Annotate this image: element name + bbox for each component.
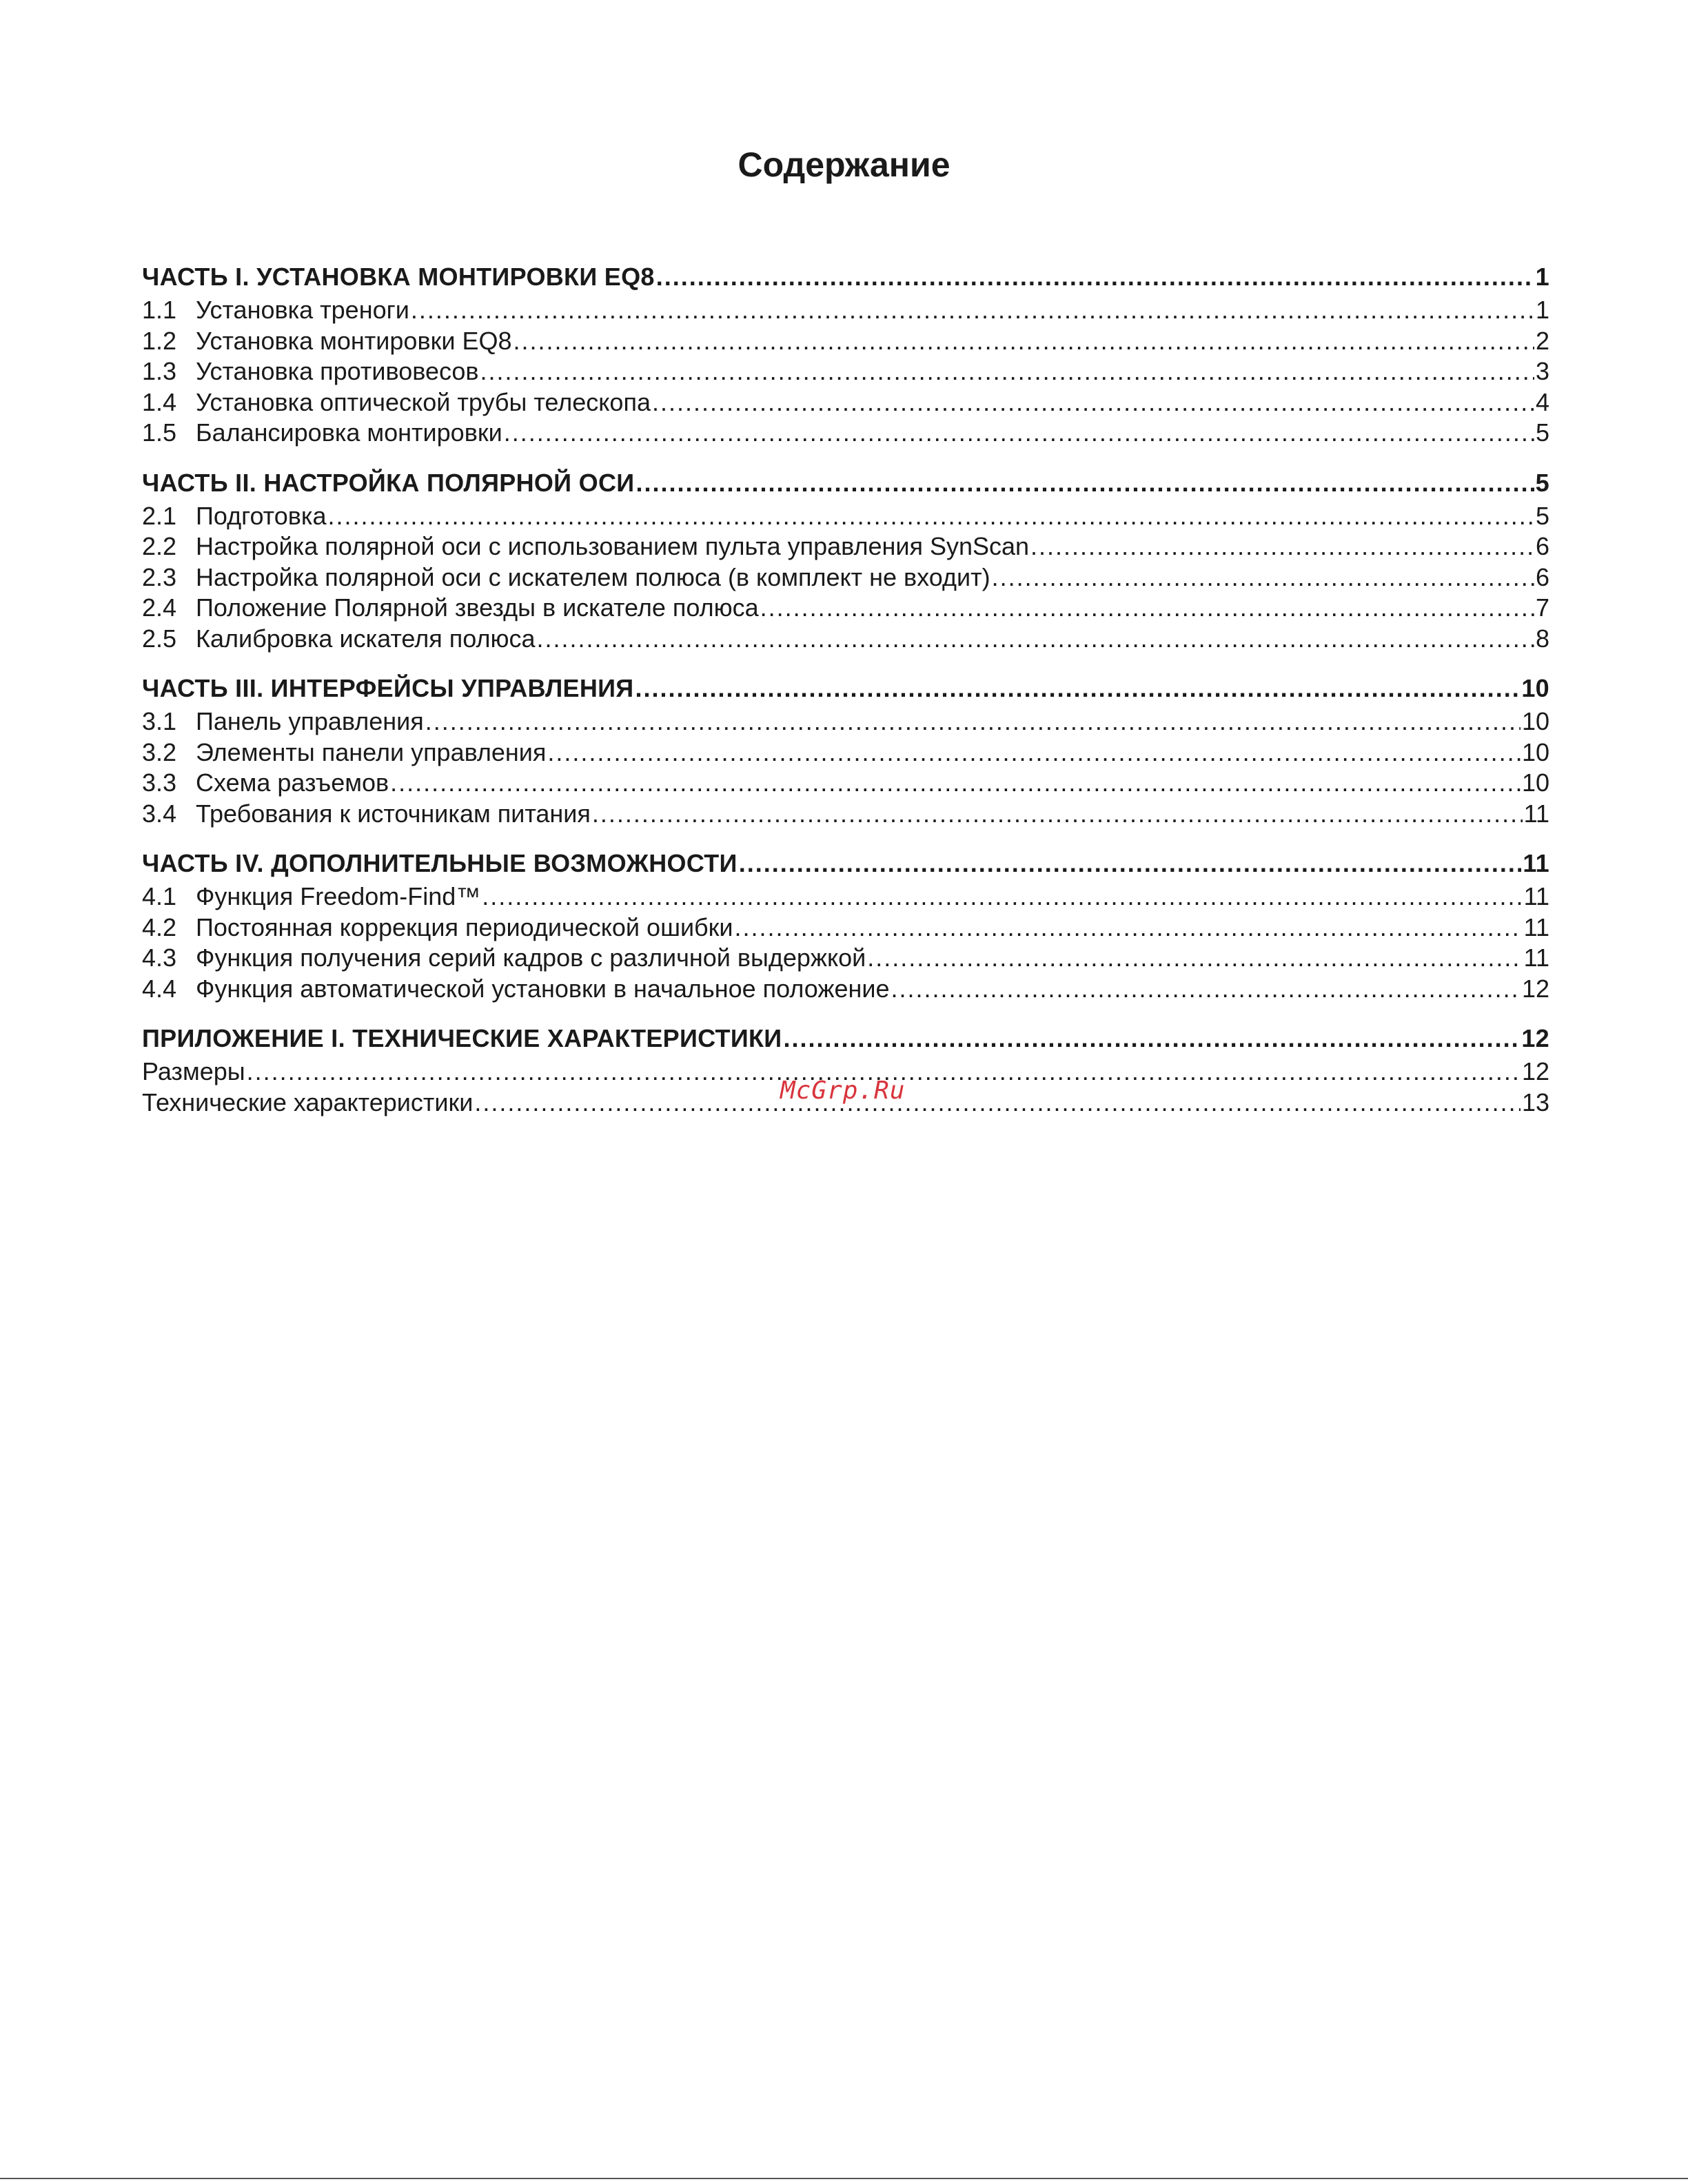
- toc-part-heading[interactable]: [142, 1021, 1549, 1057]
- toc-entry-label: Подготовка: [196, 501, 327, 530]
- toc-entry-label: Калибровка искателя полюса: [196, 624, 536, 653]
- toc-entry[interactable]: [142, 295, 1549, 326]
- toc-page-number: 8: [1535, 624, 1549, 653]
- toc-section-part-1: [142, 259, 1549, 449]
- toc-dot-leader: [547, 737, 1521, 768]
- toc-entry-number: 2.4: [142, 593, 177, 622]
- toc-dot-leader: [390, 768, 1521, 799]
- toc-entry-number: 4.3: [142, 943, 177, 972]
- toc-dot-leader: [504, 418, 1534, 449]
- toc-dot-leader: [474, 1088, 1521, 1119]
- toc-entry-label: Функция автоматической установки в начальное положение: [196, 974, 890, 1003]
- toc-dot-leader: [482, 881, 1522, 912]
- toc-entry[interactable]: [142, 501, 1549, 532]
- toc-entry-label: Установка противовесов: [196, 357, 479, 385]
- toc-entry-label: Технические характеристики: [142, 1088, 474, 1116]
- toc-entry-number: 4.2: [142, 912, 177, 941]
- toc-page-number: 4: [1535, 387, 1549, 416]
- toc-entry-number: 2.2: [142, 532, 177, 560]
- toc-page-number: 2: [1535, 326, 1549, 355]
- toc-entry-label: Положение Полярной звезды в искателе полюса: [196, 593, 759, 622]
- toc-part-label: ПРИЛОЖЕНИЕ I. ТЕХНИЧЕСКИЕ ХАРАКТЕРИСТИКИ: [142, 1024, 782, 1052]
- toc-page-number: 11: [1523, 849, 1549, 877]
- toc-entry-label: Настройка полярной оси с искателем полюса (в комплект не входит): [196, 562, 990, 591]
- toc-entry[interactable]: [142, 799, 1549, 830]
- toc-entry-label: Установка монтировки EQ8: [196, 326, 512, 355]
- table-of-contents: [142, 259, 1549, 1118]
- toc-dot-leader: [867, 943, 1522, 974]
- toc-entry-label: Балансировка монтировки: [196, 418, 502, 447]
- toc-page-number: 3: [1535, 357, 1549, 385]
- toc-page-number: 1: [1535, 296, 1549, 324]
- toc-section-part-3: [142, 671, 1549, 829]
- toc-part-label: ЧАСТЬ III. ИНТЕРФЕЙСЫ УПРАВЛЕНИЯ: [142, 674, 634, 702]
- toc-entry-number: 2.5: [142, 624, 177, 653]
- toc-part-heading[interactable]: [142, 465, 1549, 501]
- toc-page-number: 12: [1521, 974, 1549, 1003]
- toc-entry-number: 3.2: [142, 737, 177, 766]
- toc-entry-label: Схема разъемов: [196, 768, 389, 797]
- toc-entry-number: 1.3: [142, 357, 177, 385]
- toc-dot-leader: [537, 624, 1534, 655]
- toc-entry-label: Постоянная коррекция периодической ошибки: [196, 912, 733, 941]
- toc-entry[interactable]: [142, 531, 1549, 562]
- toc-dot-leader: [656, 259, 1534, 295]
- toc-entry[interactable]: [142, 881, 1549, 912]
- toc-entry-number: 4.4: [142, 974, 177, 1003]
- toc-entry-label: Элементы панели управления: [196, 737, 547, 766]
- toc-part-label: ЧАСТЬ IV. ДОПОЛНИТЕЛЬНЫЕ ВОЗМОЖНОСТИ: [142, 849, 738, 877]
- toc-page-number: 11: [1523, 882, 1549, 910]
- toc-entry-label: Функция получения серий кадров с различной выдержкой: [196, 943, 866, 972]
- toc-page-number: 13: [1521, 1088, 1549, 1116]
- toc-page-number: 6: [1535, 532, 1549, 560]
- toc-dot-leader: [513, 326, 1534, 357]
- toc-entry-number: 1.2: [142, 326, 177, 355]
- toc-entry[interactable]: [142, 624, 1549, 655]
- toc-entry-number: 4.1: [142, 882, 177, 910]
- toc-dot-leader: [783, 1021, 1520, 1057]
- toc-page-number: 10: [1521, 707, 1549, 735]
- toc-dot-leader: [1030, 531, 1534, 562]
- toc-entry-number: 3.3: [142, 768, 177, 797]
- toc-entry[interactable]: [142, 326, 1549, 357]
- toc-page-number: 12: [1521, 1024, 1549, 1052]
- toc-dot-leader: [735, 912, 1523, 943]
- toc-entry-label: Установка оптической трубы телескопа: [196, 387, 651, 416]
- toc-page-number: 1: [1535, 263, 1549, 291]
- toc-dot-leader: [992, 562, 1534, 593]
- toc-dot-leader: [652, 387, 1534, 418]
- toc-entry-label: Панель управления: [196, 707, 424, 735]
- toc-entry-number: 2.3: [142, 562, 177, 591]
- toc-page-number: 11: [1523, 799, 1549, 828]
- watermark: McGrp.Ru: [780, 1076, 906, 1105]
- toc-entry-label: Функция Freedom-Find™: [196, 882, 481, 910]
- toc-page-number: 5: [1535, 501, 1549, 530]
- toc-page-number: 10: [1521, 737, 1549, 766]
- toc-entry[interactable]: [142, 418, 1549, 449]
- toc-entry[interactable]: [142, 974, 1549, 1005]
- toc-section-part-2: [142, 465, 1549, 655]
- toc-dot-leader: [635, 465, 1534, 501]
- toc-dot-leader: [480, 356, 1534, 387]
- toc-part-label: ЧАСТЬ I. УСТАНОВКА МОНТИРОВКИ EQ8: [142, 263, 655, 291]
- toc-section-part-4: [142, 846, 1549, 1004]
- toc-entry-number: 1.4: [142, 387, 177, 416]
- toc-entry[interactable]: [142, 706, 1549, 737]
- toc-dot-leader: [411, 295, 1534, 326]
- toc-entry-number: 2.1: [142, 501, 177, 530]
- toc-page-number: 10: [1521, 674, 1549, 702]
- toc-entry[interactable]: [142, 356, 1549, 387]
- toc-entry[interactable]: [142, 943, 1549, 974]
- toc-dot-leader: [635, 671, 1520, 706]
- bottom-rule: [0, 2178, 1688, 2179]
- toc-entry[interactable]: [142, 737, 1549, 768]
- toc-dot-leader: [891, 974, 1521, 1005]
- toc-entry-label: Настройка полярной оси с использованием пульта управления SynScan: [196, 532, 1030, 560]
- toc-entry-label: Требования к источникам питания: [196, 799, 591, 828]
- toc-entry-number: 3.4: [142, 799, 177, 828]
- toc-dot-leader: [739, 846, 1522, 881]
- toc-page-number: 5: [1535, 418, 1549, 447]
- toc-entry[interactable]: [142, 912, 1549, 943]
- toc-entry-number: 3.1: [142, 707, 177, 735]
- toc-entry[interactable]: [142, 562, 1549, 593]
- toc-part-heading[interactable]: [142, 259, 1549, 295]
- toc-dot-leader: [425, 706, 1521, 737]
- toc-entry-number: 1.5: [142, 418, 177, 447]
- page-title: Содержание: [738, 145, 950, 184]
- toc-entry-label: Установка треноги: [196, 296, 409, 324]
- toc-entry[interactable]: [142, 387, 1549, 418]
- toc-part-label: ЧАСТЬ II. НАСТРОЙКА ПОЛЯРНОЙ ОСИ: [142, 468, 635, 497]
- toc-part-heading[interactable]: [142, 846, 1549, 881]
- toc-page-number: 12: [1521, 1057, 1549, 1085]
- toc-page-number: 5: [1535, 468, 1549, 497]
- toc-part-heading[interactable]: [142, 671, 1549, 706]
- toc-dot-leader: [327, 501, 1534, 532]
- toc-page-number: 6: [1535, 562, 1549, 591]
- toc-entry[interactable]: [142, 768, 1549, 799]
- toc-page-number: 7: [1535, 593, 1549, 622]
- toc-page-number: 10: [1521, 768, 1549, 797]
- toc-page-number: 11: [1523, 943, 1549, 972]
- toc-dot-leader: [760, 593, 1534, 624]
- toc-entry[interactable]: [142, 593, 1549, 624]
- toc-page-number: 11: [1523, 912, 1549, 941]
- toc-entry-number: 1.1: [142, 296, 177, 324]
- toc-dot-leader: [592, 799, 1523, 830]
- toc-entry-label: Размеры: [142, 1057, 245, 1085]
